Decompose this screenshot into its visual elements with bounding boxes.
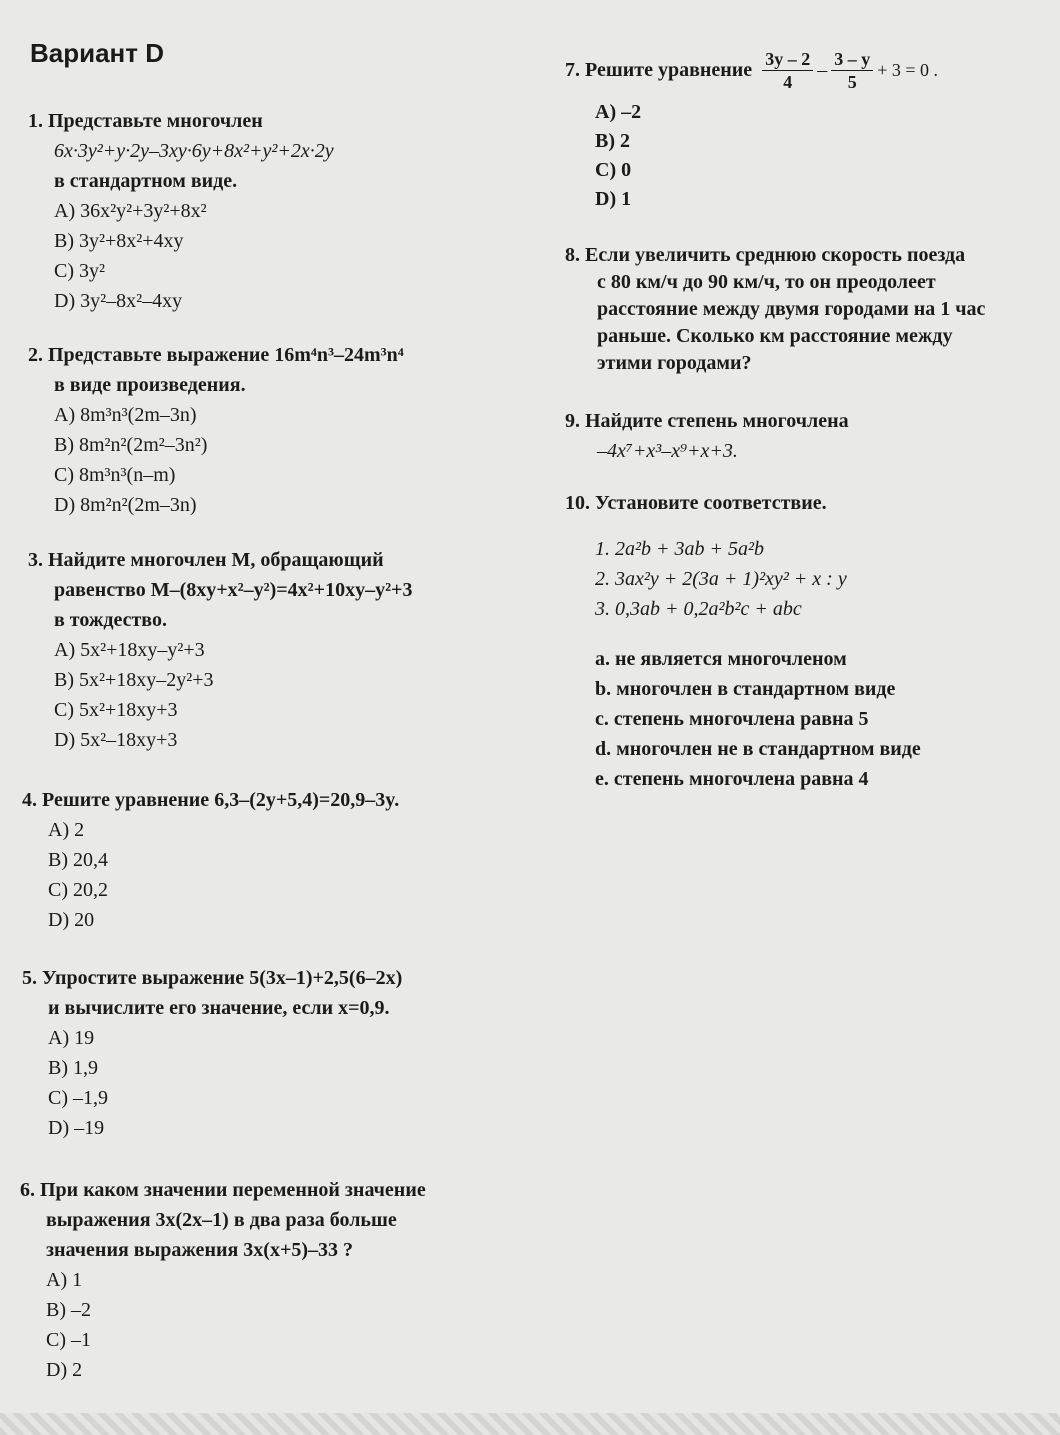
question-5-text: 5. Упростите выражение 5(3x–1)+2,5(6–2x) xyxy=(22,967,403,989)
question-1-expression: 6x·3y²+y·2y–3xy·6y+8x²+y²+2x·2y xyxy=(54,140,334,162)
question-7-option-d[interactable]: D) 1 xyxy=(595,188,632,210)
fraction-1-numerator: 3y – 2 xyxy=(762,48,813,71)
question-9-expression: –4x⁷+x³–x⁹+x+3. xyxy=(597,440,738,462)
question-3-text: 3. Найдите многочлен M, обращающий xyxy=(28,549,384,571)
question-3-option-c[interactable]: C) 5x²+18xy+3 xyxy=(54,699,178,721)
question-10-answer-a[interactable]: a. не является многочленом xyxy=(595,648,847,670)
question-5-option-c[interactable]: C) –1,9 xyxy=(48,1087,108,1109)
question-10 xyxy=(565,488,921,794)
question-10-item-1: 1. 2a²b + 3ab + 5a²b xyxy=(595,538,764,560)
question-4-option-d[interactable]: D) 20 xyxy=(48,909,95,931)
question-2-option-b[interactable]: B) 8m²n²(2m²–3n²) xyxy=(54,434,208,456)
question-1-text: 1. Представьте многочлен xyxy=(28,110,263,132)
question-3-option-a[interactable]: A) 5x²+18xy–y²+3 xyxy=(54,639,205,661)
question-3-line2: равенство M–(8xy+x²–y²)=4x²+10xy–y²+3 xyxy=(54,579,413,601)
question-4-option-c[interactable]: C) 20,2 xyxy=(48,879,108,901)
question-8-line5: этими городами? xyxy=(597,352,752,374)
question-2-tail: в виде произведения. xyxy=(54,374,246,396)
question-5-option-b[interactable]: B) 1,9 xyxy=(48,1057,98,1079)
question-4-option-b[interactable]: B) 20,4 xyxy=(48,849,108,871)
question-7-minus: – xyxy=(817,59,828,81)
question-10-item-3: 3. 0,3ab + 0,2a²b²c + abc xyxy=(595,598,802,620)
question-6-text: 6. При каком значении переменной значение xyxy=(20,1179,426,1201)
question-7-fraction-2 xyxy=(831,48,873,93)
question-10-answers xyxy=(565,644,921,794)
question-6-option-b[interactable]: B) –2 xyxy=(46,1299,91,1321)
question-5-line2: и вычислите его значение, если x=0,9. xyxy=(48,997,390,1019)
question-1-option-a[interactable]: A) 36x²y²+3y²+8x² xyxy=(54,200,207,222)
question-8-line3: расстояние между двумя городами на 1 час xyxy=(597,298,986,320)
question-10-answer-c[interactable]: c. степень многочлена равна 5 xyxy=(595,708,869,730)
question-5-option-d[interactable]: D) –19 xyxy=(48,1117,105,1139)
question-9 xyxy=(565,406,849,466)
question-6-line3: значения выражения 3x(x+5)–33 ? xyxy=(46,1239,354,1261)
question-3-option-b[interactable]: B) 5x²+18xy–2y²+3 xyxy=(54,669,214,691)
question-10-text: 10. Установите соответствие. xyxy=(565,492,827,514)
question-4-text: 4. Решите уравнение 6,3–(2y+5,4)=20,9–3y. xyxy=(22,789,400,811)
question-2-text: 2. Представьте выражение 16m⁴n³–24m³n⁴ xyxy=(28,344,404,366)
question-9-text: 9. Найдите степень многочлена xyxy=(565,410,849,432)
question-3-option-d[interactable]: D) 5x²–18xy+3 xyxy=(54,729,178,751)
page-title: Вариант D xyxy=(30,38,164,68)
fraction-2-numerator: 3 – y xyxy=(831,48,873,71)
question-10-item-2: 2. 3ax²y + 2(3a + 1)²xy² + x : y xyxy=(595,568,847,590)
question-10-answer-d[interactable]: d. многочлен не в стандартном виде xyxy=(595,738,921,760)
question-6-option-a[interactable]: A) 1 xyxy=(46,1269,83,1291)
question-1-option-d[interactable]: D) 3y²–8x²–4xy xyxy=(54,290,183,312)
question-2-option-c[interactable]: C) 8m³n³(n–m) xyxy=(54,464,176,486)
question-7-fraction-1 xyxy=(762,48,813,93)
question-10-answer-e[interactable]: e. степень многочлена равна 4 xyxy=(595,768,869,790)
question-1-option-c[interactable]: C) 3y² xyxy=(54,260,105,282)
question-1-option-b[interactable]: B) 3y²+8x²+4xy xyxy=(54,230,184,252)
question-1 xyxy=(28,106,334,316)
question-7-tail: + 3 = 0 . xyxy=(877,60,938,80)
question-7 xyxy=(565,42,938,214)
question-2-option-a[interactable]: A) 8m³n³(2m–3n) xyxy=(54,404,197,426)
question-5-option-a[interactable]: A) 19 xyxy=(48,1027,95,1049)
question-4 xyxy=(22,785,399,935)
fraction-2-denominator: 5 xyxy=(847,71,857,92)
question-6 xyxy=(20,1175,426,1385)
question-6-line2: выражения 3x(2x–1) в два раза больше xyxy=(46,1209,397,1231)
decorative-border-strip xyxy=(0,1413,1060,1435)
question-5 xyxy=(22,963,402,1143)
question-10-items xyxy=(565,534,921,624)
question-6-option-c[interactable]: C) –1 xyxy=(46,1329,91,1351)
question-7-option-c[interactable]: C) 0 xyxy=(595,159,632,181)
question-8-line1: 8. Если увеличить среднюю скорость поезда xyxy=(565,244,966,266)
question-6-option-d[interactable]: D) 2 xyxy=(46,1359,83,1381)
question-2 xyxy=(28,340,404,520)
question-3-line3: в тождество. xyxy=(54,609,167,631)
question-2-option-d[interactable]: D) 8m²n²(2m–3n) xyxy=(54,494,197,516)
question-7-text: 7. Решите уравнение xyxy=(565,59,753,81)
question-4-option-a[interactable]: A) 2 xyxy=(48,819,85,841)
fraction-1-denominator: 4 xyxy=(783,71,793,92)
question-8 xyxy=(565,242,985,377)
question-7-option-b[interactable]: B) 2 xyxy=(595,130,630,152)
question-8-line4: раньше. Сколько км расстояние между xyxy=(597,325,953,347)
question-7-option-a[interactable]: A) –2 xyxy=(595,101,642,123)
question-3 xyxy=(28,545,412,755)
question-8-line2: с 80 км/ч до 90 км/ч, то он преодолеет xyxy=(597,271,936,293)
question-10-answer-b[interactable]: b. многочлен в стандартном виде xyxy=(595,678,896,700)
question-1-tail: в стандартном виде. xyxy=(54,170,238,192)
